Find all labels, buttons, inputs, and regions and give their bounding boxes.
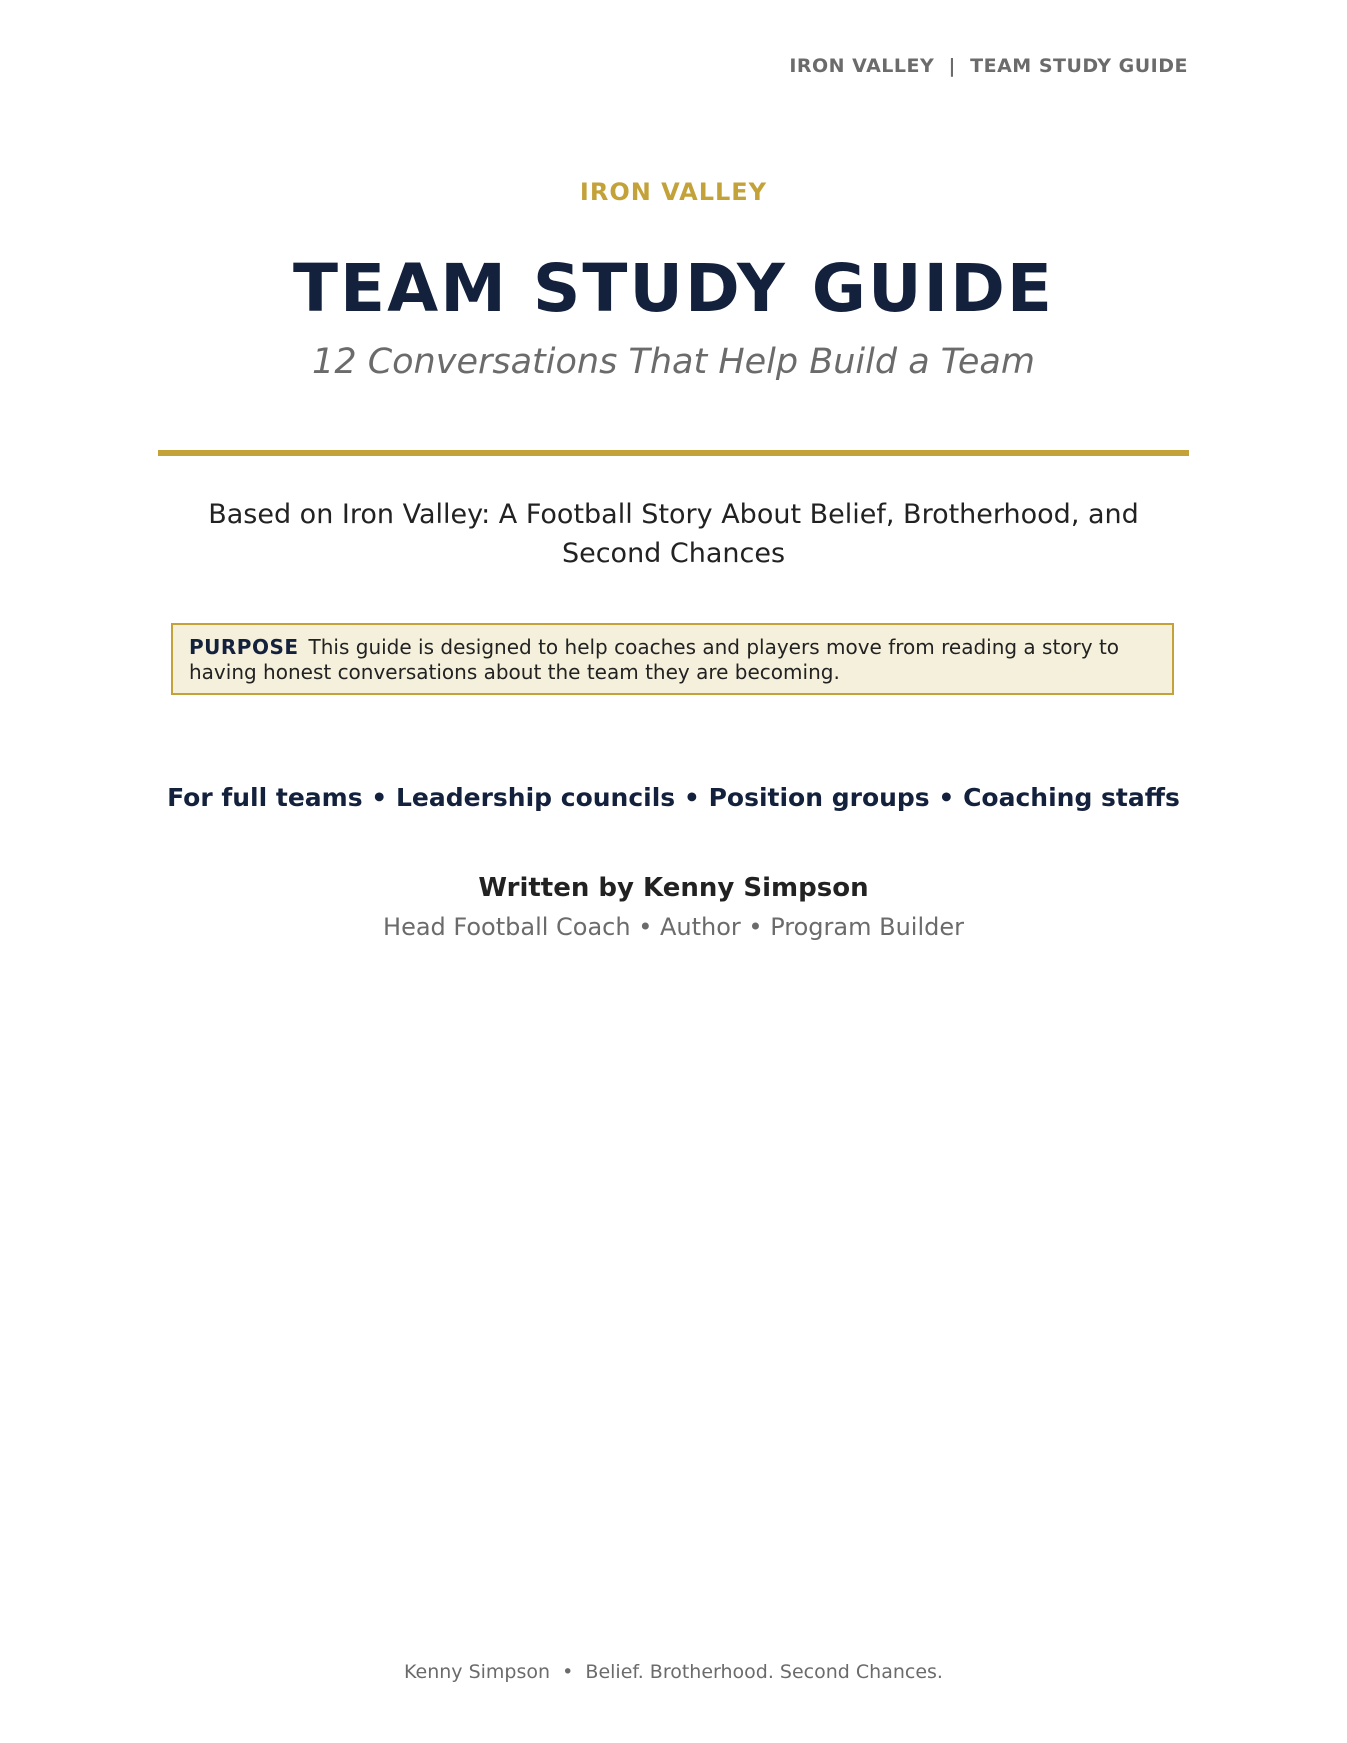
page-subtitle: 12 Conversations That Help Build a Team [312,342,1035,382]
audience-line: For full teams • Leadership councils • Position groups • Coaching staffs [167,783,1180,812]
based-on-line: Based on Iron Valley: A Football Story About Belief, Brotherhood, and Second Chances [208,499,1139,569]
page-footer: Kenny Simpson • Belief. Brotherhood. Second Chances. [404,1661,943,1683]
page-title: TEAM STUDY GUIDE [293,250,1054,327]
gold-divider [158,450,1189,456]
author-byline: Written by Kenny Simpson [478,873,869,903]
purpose-label: PURPOSE [189,635,299,659]
cover-eyebrow: IRON VALLEY [579,178,768,206]
purpose-callout [171,623,1174,695]
running-header: IRON VALLEY | TEAM STUDY GUIDE [789,55,1188,77]
purpose-text: This guide is designed to help coaches and players move from reading a story to having honest conversations about the team they are becoming. [189,635,1120,684]
author-role: Head Football Coach • Author • Program Builder [383,913,964,941]
